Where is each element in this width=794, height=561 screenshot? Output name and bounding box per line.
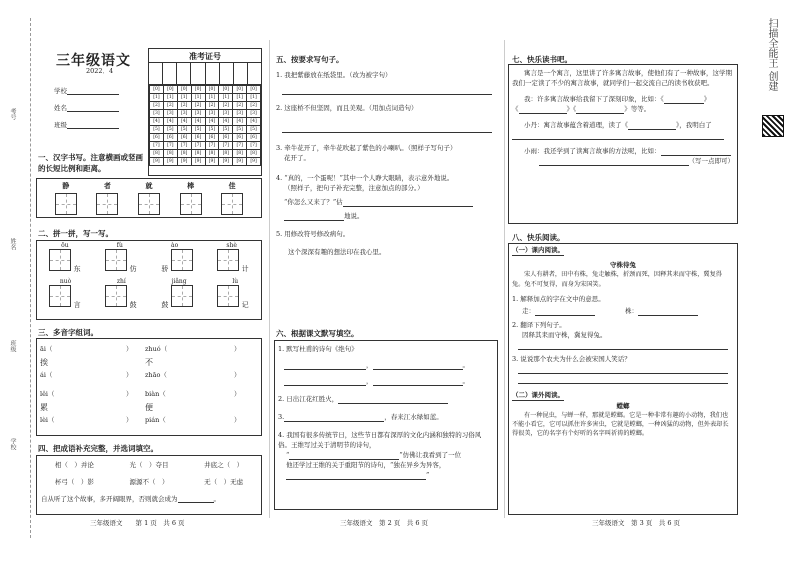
digit-bubble[interactable]: [1]	[177, 94, 191, 102]
digit-bubble[interactable]: [7]	[150, 142, 164, 150]
write-grid[interactable]	[217, 249, 239, 271]
section-2-heading: 二、拼一拼，写一写。	[38, 229, 113, 238]
digit-bubble[interactable]: [2]	[191, 102, 205, 110]
polyphone-row: lèi（	[40, 416, 55, 424]
write-grid[interactable]	[96, 193, 118, 215]
polyphone-row: biàn（	[145, 390, 166, 398]
section-7-body: 寓言是一个寓言，这里讲了许多寓言故事，使他们有了一种故事，这学期我们一定读了不少的寓言故事，就同学们一起交流自己的读书收获吧。 我：许多寓言故事给我留下了深刻印象，比如：《 》 《 》《 》等等。 小丹：寓言故事蕴含着道理，读了《 》，我明白了 小雨：我还学到了读寓言故事的方法呢，比如： （写一点即可）	[512, 69, 734, 165]
answer-line[interactable]	[286, 472, 426, 480]
idiom: 无（ ）无虑	[204, 478, 244, 486]
question: 3. 说说那个农夫为什么会被宋国人笑话？	[512, 355, 631, 363]
answer-line[interactable]	[661, 148, 731, 156]
exam-number-title: 准考证号	[149, 49, 261, 63]
digit-bubble[interactable]: [9]	[191, 158, 205, 166]
question: 2. 这座桥不但坚固，而且美观。（用加点词造句）	[276, 104, 418, 112]
digit-bubble[interactable]: [3]	[177, 110, 191, 118]
name-field[interactable]: 姓名	[54, 103, 119, 112]
polyphone-char: 挨	[40, 358, 48, 367]
answer-line[interactable]	[282, 125, 492, 133]
answer-line[interactable]	[664, 96, 704, 104]
polyphone-row: āi（	[40, 345, 53, 353]
digit-bubble[interactable]: [9]	[163, 158, 177, 166]
digit-bubble[interactable]: [0]	[219, 86, 233, 94]
section-5-heading: 五、按要求写句子。	[276, 55, 344, 64]
answer-line[interactable]	[284, 378, 366, 386]
question: 4. “真的，一个蛋呢！”其中一个人睁大眼睛，表示意外地说。	[276, 174, 454, 182]
answer-line[interactable]	[338, 396, 448, 404]
answer-line[interactable]	[343, 199, 473, 207]
digit-bubble[interactable]: [4]	[247, 118, 261, 126]
idiom: 源源不（ ）	[129, 478, 169, 486]
footer-page-3: 三年级语文 第 3 页 共 6 页	[592, 519, 681, 527]
digit-bubble[interactable]: [4]	[233, 118, 247, 126]
digit-bubble[interactable]: [3]	[219, 110, 233, 118]
pinyin: zhí	[116, 278, 126, 285]
digit-bubble[interactable]: [1]	[233, 94, 247, 102]
pinyin: lù	[232, 278, 239, 285]
question: 3. 牵牛花开了，牵牛花吹起了紫色的小喇叭。（照样子写句子）	[276, 144, 457, 152]
digit-bubble[interactable]: [8]	[247, 150, 261, 158]
section-1-box	[36, 178, 262, 218]
pinyin: ōu	[61, 242, 69, 249]
digit-bubble[interactable]: [5]	[177, 126, 191, 134]
write-grid[interactable]	[138, 193, 160, 215]
side-label-class: 班级	[9, 340, 16, 352]
digit-bubble[interactable]: [3]	[233, 110, 247, 118]
digit-bubble[interactable]: [4]	[163, 118, 177, 126]
exam-number-grid[interactable]	[148, 48, 262, 176]
digit-bubble[interactable]: [3]	[247, 110, 261, 118]
polyphone-row: zhuó（	[145, 345, 168, 353]
char-2: 者	[103, 181, 111, 190]
answer-line[interactable]	[628, 122, 676, 130]
digit-bubble[interactable]: [8]	[191, 150, 205, 158]
write-grid[interactable]	[55, 193, 77, 215]
digit-bubble[interactable]: [3]	[191, 110, 205, 118]
question: 1. 我把紫藤放在纸袋里。（改为被字句）	[276, 71, 392, 79]
digit-bubble[interactable]: [5]	[205, 126, 219, 134]
section-4-box	[36, 455, 262, 515]
section-1-heading: 一、汉字书写。注意横画或竖画的长短比例和距离。	[38, 153, 143, 173]
digit-bubble[interactable]: [6]	[219, 134, 233, 142]
digit-bubble[interactable]: [2]	[219, 102, 233, 110]
digit-bubble[interactable]: [8]	[150, 150, 164, 158]
binding-line	[30, 18, 31, 538]
digit-bubble[interactable]: [4]	[219, 118, 233, 126]
answer-line[interactable]	[512, 132, 724, 140]
section-5-body: 1. 我把紫藤放在纸袋里。（改为被字句） 2. 这座桥不但坚固，而且美观。（用加点词造句） 3. 牵牛花开了，牵牛花吹起了紫色的小喇叭。（照样子写句子） 花开了。 4. “真的，一个蛋呢！”其中一个人睁大眼睛，表示意外地说。 （照样子，把句子补充完整，注意加点的部分。） “你怎么又来了？”估 地说。 5. 用修改符号修改病句。 这个深深有趣的想法印在我心里。	[276, 70, 496, 257]
digit-bubble[interactable]: [6]	[177, 134, 191, 142]
polyphone-row: pián（	[145, 416, 166, 424]
digit-bubble[interactable]: [5]	[163, 126, 177, 134]
digit-bubble[interactable]: [7]	[177, 142, 191, 150]
polyphone-row: ái（	[40, 371, 53, 379]
digit-bubble[interactable]: [0]	[150, 86, 164, 94]
footer-page-2: 三年级语文 第 2 页 共 6 页	[340, 519, 429, 527]
idiom: 杯弓（ ）影	[54, 478, 94, 486]
question: 1. 解释加点的字在文中的意思。	[512, 295, 605, 303]
digit-bubble[interactable]: [8]	[205, 150, 219, 158]
char-5: 佳	[228, 181, 236, 190]
digit-bubble[interactable]: [2]	[233, 102, 247, 110]
answer-line[interactable]	[518, 342, 728, 350]
digit-bubble[interactable]: [9]	[177, 158, 191, 166]
write-grid[interactable]	[49, 285, 71, 307]
digit-bubble[interactable]: [1]	[163, 94, 177, 102]
idiom-sentence[interactable]: 自从听了这个故事，多开阔眼界，否则就会成为 。	[41, 495, 220, 503]
answer-line[interactable]	[282, 87, 492, 95]
exam-date: 2022．4	[86, 67, 114, 75]
digit-bubble[interactable]: [8]	[219, 150, 233, 158]
digit-bubble[interactable]: [2]	[205, 102, 219, 110]
digit-bubble[interactable]: [6]	[163, 134, 177, 142]
digit-bubble[interactable]: [0]	[233, 86, 247, 94]
digit-bubble[interactable]: [2]	[163, 102, 177, 110]
digit-bubble[interactable]: [6]	[205, 134, 219, 142]
side-label-exam-no: 考号	[9, 108, 16, 120]
answer-line[interactable]	[289, 452, 399, 460]
digit-bubble[interactable]: [0]	[247, 86, 261, 94]
section-6-body: 1. 默写杜甫的诗句《绝句》 ， 。 ， 。 2. 日出江花红胜火， 3. ，春来江水绿如蓝。 4. 我国有很多传统节日，这些节日都有深厚的文化内涵和独特的习俗风俗。王维写过关于清明节的诗句， “ ”仿佛让我看到了一位 他还学过王维的关于重阳节的诗句，“独在异乡为异客， ”	[278, 344, 494, 480]
pinyin: fù	[116, 242, 123, 249]
write-grid[interactable]	[171, 285, 193, 307]
char-3: 就	[145, 181, 153, 190]
digit-bubble[interactable]: [8]	[177, 150, 191, 158]
sentence-to-fix[interactable]: 这个深深有趣的想法印在我心里。	[288, 248, 386, 256]
passage-2-heading: （二）课外阅读。	[512, 391, 564, 399]
digit-bubble[interactable]: [4]	[191, 118, 205, 126]
digit-bubble[interactable]: [9]	[247, 158, 261, 166]
passage-2-text: 有一种昆虫，与蝉一样，那就是螳螂。它是一种非常有趣的小动物，我们也不能小看它，它可以抓住许多害虫，它就是螳螂，一种凶猛的动物，但外表却长得很美，它的名字有个好听的名字叫祈祷的螳螂。	[512, 412, 729, 437]
polyphone-char: 累	[40, 403, 48, 412]
answer-line[interactable]	[284, 213, 344, 221]
section-3-heading: 三、多音字组词。	[38, 328, 98, 337]
digit-bubble[interactable]: [0]	[163, 86, 177, 94]
digit-bubble[interactable]: [8]	[233, 150, 247, 158]
class-field[interactable]: 班级	[54, 120, 119, 129]
digit-bubble[interactable]: [0]	[205, 86, 219, 94]
pinyin: jiǎng	[171, 278, 187, 285]
char-1: 静	[62, 181, 70, 190]
pinyin: nuò	[59, 278, 72, 285]
qr-code-icon	[762, 115, 784, 137]
side-label-name: 姓名	[9, 238, 16, 250]
section-6-heading: 六、根据课文默写填空。	[276, 329, 359, 338]
exam-digit-bubbles[interactable]	[149, 85, 261, 166]
pinyin: shè	[226, 242, 237, 249]
passage-1-title: 守株待兔	[610, 261, 636, 269]
section-2-box: ōu fù ào shè 东 仿 骄 计 nuò zhí jiǎng lù 言 鼓 鼓 记	[36, 240, 262, 320]
write-grid[interactable]	[180, 193, 202, 215]
polyphone-char: 便	[145, 403, 153, 412]
digit-bubble[interactable]: [2]	[150, 102, 164, 110]
passage-1-text: 宋人有耕者，田中有株，兔走触株，折颈而死，因释其耒而守株，冀复得兔。兔不可复得，而身为宋国笑。	[512, 271, 722, 288]
digit-bubble[interactable]: [5]	[150, 126, 164, 134]
pinyin: ào	[171, 242, 179, 249]
passage-1-heading: （一）课内阅读。	[512, 246, 564, 254]
page-title: 三年级语文	[56, 53, 131, 69]
digit-bubble[interactable]: [5]	[219, 126, 233, 134]
polyphone-row: zhāo（	[145, 371, 167, 379]
idiom: 井底之（ ）	[204, 461, 244, 469]
question: 4. 我国有很多传统节日，这些节日都有深厚的文化内涵和独特的习俗风俗。王维写过关于清明节的诗句，	[278, 431, 482, 449]
digit-bubble[interactable]: [1]	[219, 94, 233, 102]
side-label-school: 学校	[9, 438, 16, 450]
write-grid[interactable]	[171, 249, 193, 271]
answer-line[interactable]	[576, 106, 624, 114]
answer-line[interactable]	[284, 414, 384, 422]
digit-bubble[interactable]: [1]	[191, 94, 205, 102]
section-4-heading: 四、把成语补充完整，并选词填空。	[38, 444, 158, 453]
digit-bubble[interactable]: [1]	[247, 94, 261, 102]
digit-bubble[interactable]: [2]	[247, 102, 261, 110]
answer-line[interactable]	[284, 362, 366, 370]
polyphone-row: lěi（	[40, 390, 55, 398]
digit-bubble[interactable]: [1]	[150, 94, 164, 102]
answer-line[interactable]	[518, 366, 728, 374]
question: 2. 翻译下列句子。	[512, 321, 566, 329]
answer-line[interactable]	[535, 308, 595, 316]
school-field[interactable]: 学校	[54, 86, 119, 95]
write-grid[interactable]	[221, 193, 243, 215]
digit-bubble[interactable]: [4]	[177, 118, 191, 126]
reading-intro: 寓言是一个寓言，这里讲了许多寓言故事，使他们有了一种故事，这学期我们一定读了不少的寓言故事，就同学们一起交流自己的读书收获吧。	[512, 69, 732, 87]
digit-bubble[interactable]: [7]	[233, 142, 247, 150]
write-grid[interactable]	[105, 285, 127, 307]
digit-bubble[interactable]: [3]	[205, 110, 219, 118]
digit-bubble[interactable]: [9]	[233, 158, 247, 166]
digit-bubble[interactable]: [6]	[191, 134, 205, 142]
question: 1. 默写杜甫的诗句《绝句》	[278, 345, 358, 353]
digit-bubble[interactable]: [0]	[191, 86, 205, 94]
answer-line[interactable]	[373, 362, 463, 370]
answer-line[interactable]	[373, 378, 463, 386]
digit-bubble[interactable]: [6]	[150, 134, 164, 142]
digit-bubble[interactable]: [3]	[150, 110, 164, 118]
digit-bubble[interactable]: [7]	[219, 142, 233, 150]
answer-line[interactable]	[519, 106, 567, 114]
char-4: 棒	[187, 181, 195, 190]
digit-bubble[interactable]: [5]	[191, 126, 205, 134]
digit-bubble[interactable]: [9]	[150, 158, 164, 166]
digit-bubble[interactable]: [8]	[163, 150, 177, 158]
digit-bubble[interactable]: [7]	[205, 142, 219, 150]
answer-line[interactable]	[539, 158, 689, 166]
digit-bubble[interactable]: [4]	[150, 118, 164, 126]
digit-bubble[interactable]: [7]	[191, 142, 205, 150]
section-8-heading: 八、快乐阅读。	[512, 233, 565, 242]
idiom: 相（ ）并论	[54, 461, 94, 469]
digit-bubble[interactable]: [5]	[233, 126, 247, 134]
passage-2-title: 螳螂	[616, 402, 630, 410]
digit-bubble[interactable]: [9]	[219, 158, 233, 166]
digit-bubble[interactable]: [7]	[247, 142, 261, 150]
question: 2. 日出江花红胜火，	[278, 395, 339, 403]
question: 3.	[278, 413, 285, 421]
question: 5. 用修改符号修改病句。	[276, 230, 350, 238]
digit-bubble[interactable]: [7]	[163, 142, 177, 150]
answer-line[interactable]	[638, 308, 698, 316]
digit-bubble[interactable]: [5]	[247, 126, 261, 134]
section-8-body: （一）课内阅读。 守株待兔 宋人有耕者，田中有株，兔走触株，折颈而死，因释其耒而守株，冀复得兔。兔不可复得，而身为宋国笑。 1. 解释加点的字在文中的意思。 走： 株： 2. 翻译下列句子。 因释其耒而守株，冀复得兔。 3. 说说那个农夫为什么会被宋国人笑话？ （二）课外阅读。 螳螂 有一种昆虫，与蝉一样，那就是螳螂。它是一种非常有趣的小动物，我们也不能小看它，它可以抓住许多害虫，它就是螳螂，一种凶猛的动物，但外表却长得很美，它的名字有个好听的名字叫祈祷的螳螂。	[512, 245, 734, 438]
digit-bubble[interactable]: [1]	[205, 94, 219, 102]
write-grid[interactable]	[105, 249, 127, 271]
digit-bubble[interactable]: [3]	[163, 110, 177, 118]
polyphone-char: 不	[145, 358, 153, 367]
digit-bubble[interactable]: [6]	[247, 134, 261, 142]
digit-bubble[interactable]: [2]	[177, 102, 191, 110]
footer-page-1: 三年级语文 第 1 页 共 6 页	[90, 519, 185, 527]
digit-bubble[interactable]: [4]	[205, 118, 219, 126]
answer-line[interactable]	[518, 376, 728, 384]
scanner-watermark: 扫描全能王 创建	[766, 18, 777, 92]
write-grid[interactable]	[217, 285, 239, 307]
digit-bubble[interactable]: [6]	[233, 134, 247, 142]
write-grid[interactable]	[49, 249, 71, 271]
section-7-heading: 七、快乐读书吧。	[512, 55, 572, 64]
idiom: 光（ ）夺目	[129, 461, 169, 469]
digit-bubble[interactable]: [9]	[205, 158, 219, 166]
digit-bubble[interactable]: [0]	[177, 86, 191, 94]
